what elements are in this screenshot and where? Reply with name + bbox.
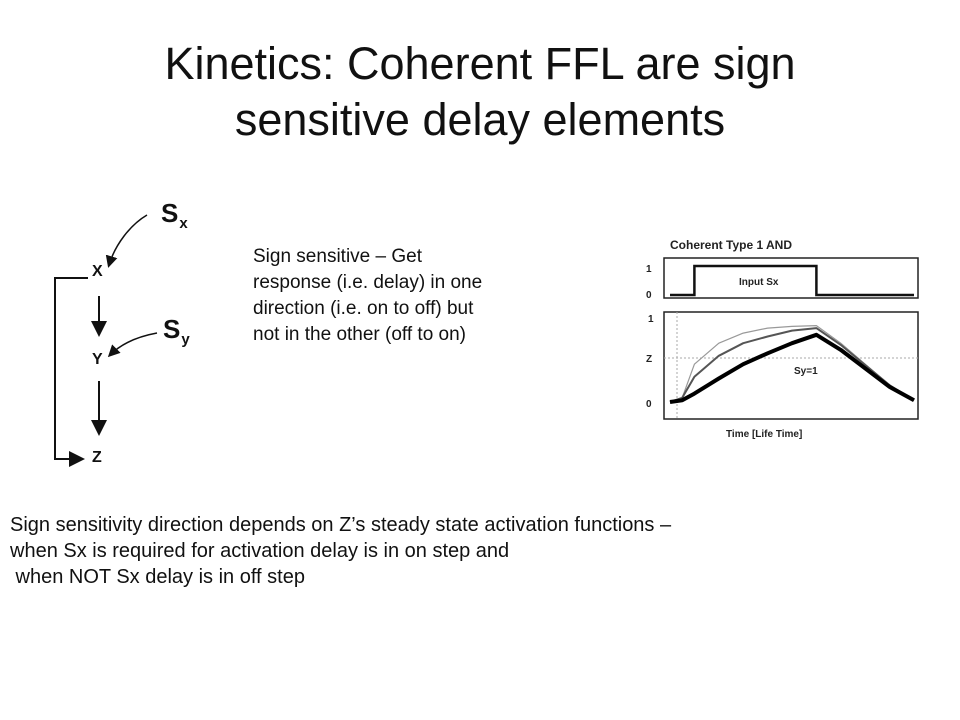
sign-sensitivity-note <box>10 512 955 590</box>
y-tick-label: 1 <box>648 314 654 325</box>
y-tick-label: 0 <box>646 290 652 301</box>
y-tick-label: 0 <box>646 399 652 410</box>
plot-svg <box>634 232 926 444</box>
y-tick-label: Z <box>646 354 653 365</box>
title-line: sensitive delay elements <box>234 94 726 145</box>
network-edges <box>40 185 240 485</box>
note-line: when Sx is required for activation delay is in on step and <box>10 540 510 562</box>
explanation-line: response (i.e. delay) in one <box>253 272 483 293</box>
coherent-ffl-plot <box>634 232 926 444</box>
signal-sx-sub: x <box>179 215 188 232</box>
response-curves <box>670 326 914 402</box>
signal-sx-label <box>161 198 188 232</box>
signal-sy-label <box>163 314 190 348</box>
signal-sy-sub: y <box>181 331 190 348</box>
node-z: Z <box>92 449 102 466</box>
page-title <box>60 36 900 148</box>
response-series-line-2 <box>670 328 914 402</box>
sign-sensitive-explanation <box>253 244 583 348</box>
sy1-annotation: Sy=1 <box>794 366 818 377</box>
response-series-line-3 <box>670 335 914 402</box>
explanation-line: Sign sensitive – Get <box>253 246 422 267</box>
ffl-network-diagram <box>40 185 240 485</box>
chart-title: Coherent Type 1 AND <box>670 238 793 252</box>
response-series-line-1 <box>670 326 914 402</box>
node-y: Y <box>92 351 103 368</box>
input-sx-line <box>670 266 914 295</box>
x-axis-label: Time [Life Time] <box>726 429 803 440</box>
input-sx-annotation: Input Sx <box>739 277 779 288</box>
input-panel-frame <box>664 258 918 298</box>
edge-x-to-z <box>55 278 88 459</box>
edge-sx-to-x <box>109 215 147 265</box>
response-panel-frame <box>664 312 918 419</box>
title-line: Kinetics: Coherent FFL are sign <box>164 38 796 89</box>
y-tick-label: 1 <box>646 264 652 275</box>
signal-sx-base: S <box>161 198 179 228</box>
node-x: X <box>92 263 103 280</box>
edge-sy-to-y <box>110 333 157 355</box>
signal-sy-base: S <box>163 314 181 344</box>
explanation-line: direction (i.e. on to off) but <box>253 298 474 319</box>
explanation-line: not in the other (off to on) <box>253 324 467 345</box>
note-line: Sign sensitivity direction depends on Z’s steady state activation functions – <box>10 514 672 536</box>
note-line: when NOT Sx delay is in off step <box>10 566 305 588</box>
